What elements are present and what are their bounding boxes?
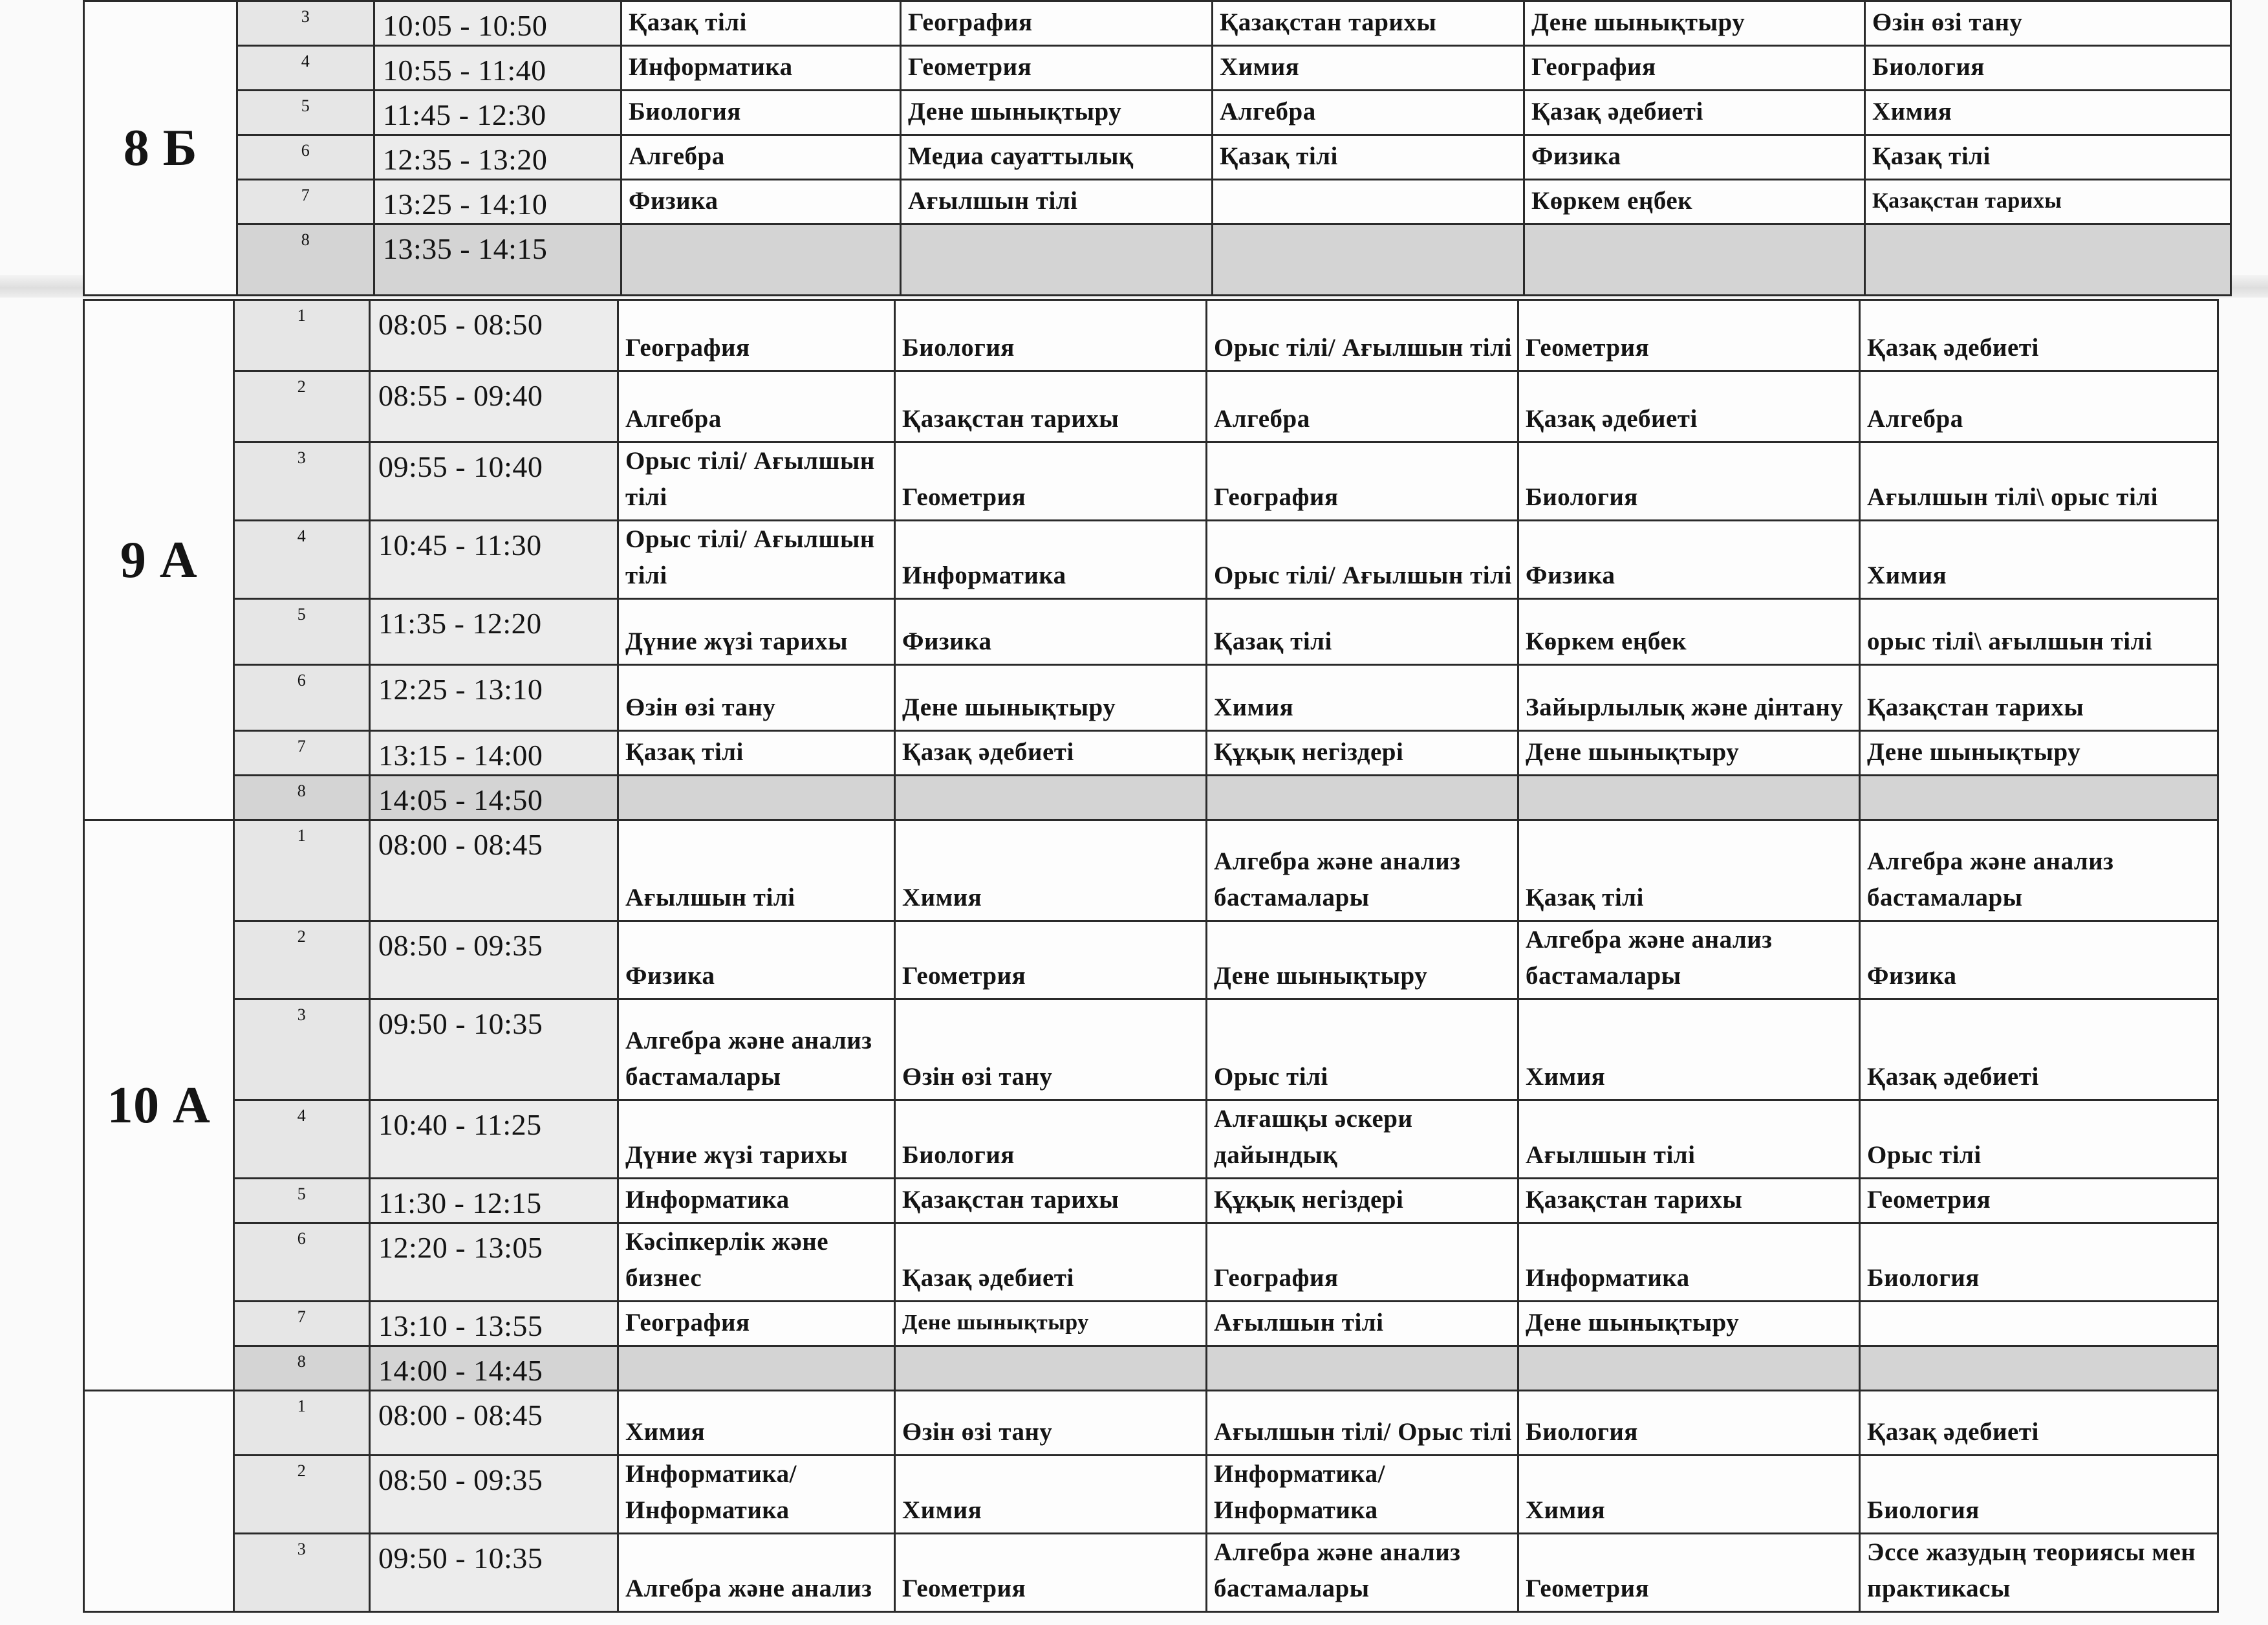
subject-cell: Ағылшын тілі (1207, 1302, 1518, 1346)
subject-cell: Алгебра және анализ бастамалары (1207, 1534, 1518, 1612)
subject-cell: Өзін өзі тану (895, 1391, 1207, 1456)
subject-cell: Дене шынықтыру (1518, 1302, 1860, 1346)
subject-cell: Химия (1518, 1456, 1860, 1534)
subject-cell: Қазақстан тарихы (1213, 1, 1524, 46)
subject-cell (618, 776, 895, 820)
subject-cell: Көркем еңбек (1518, 599, 1860, 665)
subject-cell: Физика (618, 921, 895, 999)
subject-cell: Қазақ әдебиеті (1524, 91, 1865, 135)
subject-cell: Геометрия (895, 1534, 1207, 1612)
subject-cell: Өзін өзі тану (1865, 1, 2231, 46)
subject-cell: Биология (895, 1100, 1207, 1179)
subject-cell: Алгебра (621, 135, 901, 180)
subject-cell: Информатика/ Информатика (618, 1456, 895, 1534)
lesson-number: 8 (237, 224, 374, 296)
subject-cell: Физика (1860, 921, 2218, 999)
lesson-time: 11:30 - 12:15 (370, 1179, 618, 1223)
subject-cell: География (618, 1302, 895, 1346)
lesson-number: 7 (234, 1302, 370, 1346)
lesson-time: 08:50 - 09:35 (370, 921, 618, 999)
subject-cell (895, 776, 1207, 820)
subject-cell (1213, 180, 1524, 224)
table-row (84, 180, 2231, 224)
table-row (84, 91, 2231, 135)
class-label: 10 А (84, 820, 234, 1391)
table-row (84, 665, 2218, 731)
subject-cell: Химия (618, 1391, 895, 1456)
subject-cell: Қазақ әдебиеті (895, 1223, 1207, 1302)
table-row (84, 1302, 2218, 1346)
lesson-time: 08:55 - 09:40 (370, 371, 618, 442)
subject-cell (901, 224, 1213, 296)
subject-cell: География (1207, 442, 1518, 521)
subject-cell: Химия (1518, 999, 1860, 1100)
subject-cell (1207, 776, 1518, 820)
table-row (84, 224, 2231, 296)
subject-cell: Орыс тілі/ Ағылшын тілі (1207, 300, 1518, 371)
lesson-number: 2 (234, 1456, 370, 1534)
table-row (84, 371, 2218, 442)
subject-cell: Кәсіпкерлік және бизнес (618, 1223, 895, 1302)
subject-cell: Биология (1518, 1391, 1860, 1456)
lesson-number: 6 (237, 135, 374, 180)
subject-cell: Биология (1860, 1223, 2218, 1302)
subject-cell: Биология (1860, 1456, 2218, 1534)
subject-cell: Физика (1524, 135, 1865, 180)
table-row (84, 599, 2218, 665)
subject-cell: Қазақ әдебиеті (1860, 999, 2218, 1100)
subject-cell: Дене шынықтыру (1207, 921, 1518, 999)
lesson-number: 8 (234, 1346, 370, 1391)
subject-cell: Орыс тілі (1207, 999, 1518, 1100)
subject-cell: Орыс тілі/ Ағылшын тілі (618, 442, 895, 521)
table-row (84, 1346, 2218, 1391)
subject-cell: Қазақстан тарихы (1860, 665, 2218, 731)
subject-cell: Алгебра және анализ бастамалары (1860, 820, 2218, 921)
table-row (84, 1223, 2218, 1302)
subject-cell (1860, 776, 2218, 820)
subject-cell: Химия (1860, 521, 2218, 599)
subject-cell (1213, 224, 1524, 296)
subject-cell: Ағылшын тілі (901, 180, 1213, 224)
subject-cell: Қазақстан тарихы (1865, 180, 2231, 224)
subject-cell: Қазақ әдебиеті (1860, 300, 2218, 371)
subject-cell: Алгебра және анализ бастамалары (618, 999, 895, 1100)
subject-cell: Өзін өзі тану (895, 999, 1207, 1100)
subject-cell: Құқық негіздері (1207, 731, 1518, 776)
subject-cell: География (618, 300, 895, 371)
subject-cell: Информатика (895, 521, 1207, 599)
subject-cell: Физика (621, 180, 901, 224)
table-row (84, 921, 2218, 999)
lesson-time: 08:00 - 08:45 (370, 820, 618, 921)
subject-cell: Құқық негіздері (1207, 1179, 1518, 1223)
subject-cell: Дүние жүзі тарихы (618, 1100, 895, 1179)
table-row (84, 999, 2218, 1100)
subject-cell: Информатика (1518, 1223, 1860, 1302)
subject-cell: Алгебра және анализ (618, 1534, 895, 1612)
lesson-number: 4 (234, 521, 370, 599)
subject-cell: Орыс тілі/ Ағылшын тілі (618, 521, 895, 599)
table-row (84, 1456, 2218, 1534)
subject-cell: Геометрия (895, 442, 1207, 521)
lesson-time: 14:00 - 14:45 (370, 1346, 618, 1391)
lesson-number: 3 (234, 999, 370, 1100)
subject-cell: Информатика (621, 46, 901, 91)
subject-cell: Ағылшын тілі (1518, 1100, 1860, 1179)
subject-cell: География (1207, 1223, 1518, 1302)
lesson-number: 1 (234, 820, 370, 921)
lesson-time: 13:25 - 14:10 (374, 180, 621, 224)
table-row (84, 1179, 2218, 1223)
lesson-number: 7 (237, 180, 374, 224)
subject-cell: Биология (1865, 46, 2231, 91)
subject-cell: Информатика/ Информатика (1207, 1456, 1518, 1534)
subject-cell: Дүние жүзі тарихы (618, 599, 895, 665)
subject-cell: Химия (1213, 46, 1524, 91)
subject-cell: Геометрия (1860, 1179, 2218, 1223)
class-label: 9 А (84, 300, 234, 820)
subject-cell: Көркем еңбек (1524, 180, 1865, 224)
lesson-number: 1 (234, 300, 370, 371)
subject-cell: Орыс тілі (1860, 1100, 2218, 1179)
subject-cell: Дене шынықтыру (895, 665, 1207, 731)
subject-cell: Ағылшын тілі/ Орыс тілі (1207, 1391, 1518, 1456)
table-row (84, 1, 2231, 46)
subject-cell: Химия (1207, 665, 1518, 731)
lesson-time: 12:20 - 13:05 (370, 1223, 618, 1302)
lesson-time: 11:35 - 12:20 (370, 599, 618, 665)
lesson-number: 3 (234, 442, 370, 521)
subject-cell: Ағылшын тілі\ орыс тілі (1860, 442, 2218, 521)
lesson-number: 5 (234, 599, 370, 665)
subject-cell: Медиа сауаттылық (901, 135, 1213, 180)
subject-cell (1518, 776, 1860, 820)
subject-cell: Биология (1518, 442, 1860, 521)
subject-cell: Информатика (618, 1179, 895, 1223)
lesson-time: 10:55 - 11:40 (374, 46, 621, 91)
table-row (84, 521, 2218, 599)
subject-cell: Биология (895, 300, 1207, 371)
subject-cell (1865, 224, 2231, 296)
subject-cell: Алгебра (1213, 91, 1524, 135)
subject-cell: Физика (895, 599, 1207, 665)
lesson-number: 3 (237, 1, 374, 46)
lesson-number: 6 (234, 1223, 370, 1302)
subject-cell: Алгебра және анализ бастамалары (1518, 921, 1860, 999)
subject-cell: География (1524, 46, 1865, 91)
lesson-time: 10:40 - 11:25 (370, 1100, 618, 1179)
subject-cell: Қазақ тілі (1865, 135, 2231, 180)
subject-cell: Алгебра (1860, 371, 2218, 442)
lesson-time: 13:10 - 13:55 (370, 1302, 618, 1346)
lesson-number: 5 (234, 1179, 370, 1223)
lesson-time: 08:50 - 09:35 (370, 1456, 618, 1534)
table-row (84, 46, 2231, 91)
subject-cell: Қазақ тілі (1213, 135, 1524, 180)
subject-cell: Геометрия (1518, 1534, 1860, 1612)
subject-cell: Қазақ тілі (618, 731, 895, 776)
lesson-time: 13:15 - 14:00 (370, 731, 618, 776)
subject-cell: Дене шынықтыру (1524, 1, 1865, 46)
subject-cell: Дене шынықтыру (895, 1302, 1207, 1346)
subject-cell: Дене шынықтыру (1860, 731, 2218, 776)
lesson-time: 12:25 - 13:10 (370, 665, 618, 731)
subject-cell: Орыс тілі/ Ағылшын тілі (1207, 521, 1518, 599)
subject-cell: Зайырлылық және дінтану (1518, 665, 1860, 731)
lesson-time: 09:50 - 10:35 (370, 1534, 618, 1612)
subject-cell: Геометрия (1518, 300, 1860, 371)
subject-cell: Қазақ әдебиеті (895, 731, 1207, 776)
subject-cell: Алғашқы әскери дайындық (1207, 1100, 1518, 1179)
lesson-number: 3 (234, 1534, 370, 1612)
subject-cell: Алгебра (618, 371, 895, 442)
subject-cell: Қазақ тілі (1518, 820, 1860, 921)
lesson-number: 1 (234, 1391, 370, 1456)
class-label (84, 1391, 234, 1612)
subject-cell: орыс тілі\ ағылшын тілі (1860, 599, 2218, 665)
lesson-number: 2 (234, 921, 370, 999)
lesson-time: 11:45 - 12:30 (374, 91, 621, 135)
subject-cell: Қазақ тілі (1207, 599, 1518, 665)
subject-cell: Химия (895, 1456, 1207, 1534)
subject-cell: Химия (1865, 91, 2231, 135)
subject-cell: Өзін өзі тану (618, 665, 895, 731)
table-row (84, 1391, 2218, 1456)
subject-cell: География (901, 1, 1213, 46)
subject-cell: Дене шынықтыру (1518, 731, 1860, 776)
subject-cell (1860, 1346, 2218, 1391)
table-row (84, 442, 2218, 521)
timetable-main (83, 299, 2219, 1613)
lesson-time: 14:05 - 14:50 (370, 776, 618, 820)
class-label: 8 Б (84, 1, 237, 296)
subject-cell (1207, 1346, 1518, 1391)
lesson-number: 8 (234, 776, 370, 820)
subject-cell (895, 1346, 1207, 1391)
lesson-number: 6 (234, 665, 370, 731)
table-row (84, 820, 2218, 921)
table-row (84, 1100, 2218, 1179)
table-row (84, 776, 2218, 820)
subject-cell: Қазақстан тарихы (895, 371, 1207, 442)
lesson-time: 08:05 - 08:50 (370, 300, 618, 371)
subject-cell: Қазақстан тарихы (1518, 1179, 1860, 1223)
subject-cell (1524, 224, 1865, 296)
lesson-number: 5 (237, 91, 374, 135)
subject-cell: Алгебра және анализ бастамалары (1207, 820, 1518, 921)
subject-cell: Қазақ тілі (621, 1, 901, 46)
lesson-time: 13:35 - 14:15 (374, 224, 621, 296)
lesson-time: 08:00 - 08:45 (370, 1391, 618, 1456)
subject-cell (618, 1346, 895, 1391)
subject-cell: Биология (621, 91, 901, 135)
subject-cell: Геометрия (895, 921, 1207, 999)
lesson-time: 09:55 - 10:40 (370, 442, 618, 521)
table-row (84, 300, 2218, 371)
subject-cell: Геометрия (901, 46, 1213, 91)
table-row (84, 135, 2231, 180)
lesson-number: 7 (234, 731, 370, 776)
subject-cell: Эссе жазудың теориясы мен практикасы (1860, 1534, 2218, 1612)
lesson-time: 10:45 - 11:30 (370, 521, 618, 599)
subject-cell: Қазақ әдебиеті (1860, 1391, 2218, 1456)
subject-cell: Алгебра (1207, 371, 1518, 442)
subject-cell (621, 224, 901, 296)
timetable-8b (83, 0, 2232, 296)
subject-cell: Қазақстан тарихы (895, 1179, 1207, 1223)
subject-cell: Ағылшын тілі (618, 820, 895, 921)
lesson-number: 2 (234, 371, 370, 442)
lesson-number: 4 (237, 46, 374, 91)
subject-cell: Қазақ әдебиеті (1518, 371, 1860, 442)
table-row (84, 731, 2218, 776)
subject-cell: Физика (1518, 521, 1860, 599)
lesson-time: 09:50 - 10:35 (370, 999, 618, 1100)
subject-cell (1518, 1346, 1860, 1391)
lesson-number: 4 (234, 1100, 370, 1179)
lesson-time: 10:05 - 10:50 (374, 1, 621, 46)
table-row (84, 1534, 2218, 1612)
lesson-time: 12:35 - 13:20 (374, 135, 621, 180)
subject-cell: Дене шынықтыру (901, 91, 1213, 135)
subject-cell: Химия (895, 820, 1207, 921)
subject-cell (1860, 1302, 2218, 1346)
